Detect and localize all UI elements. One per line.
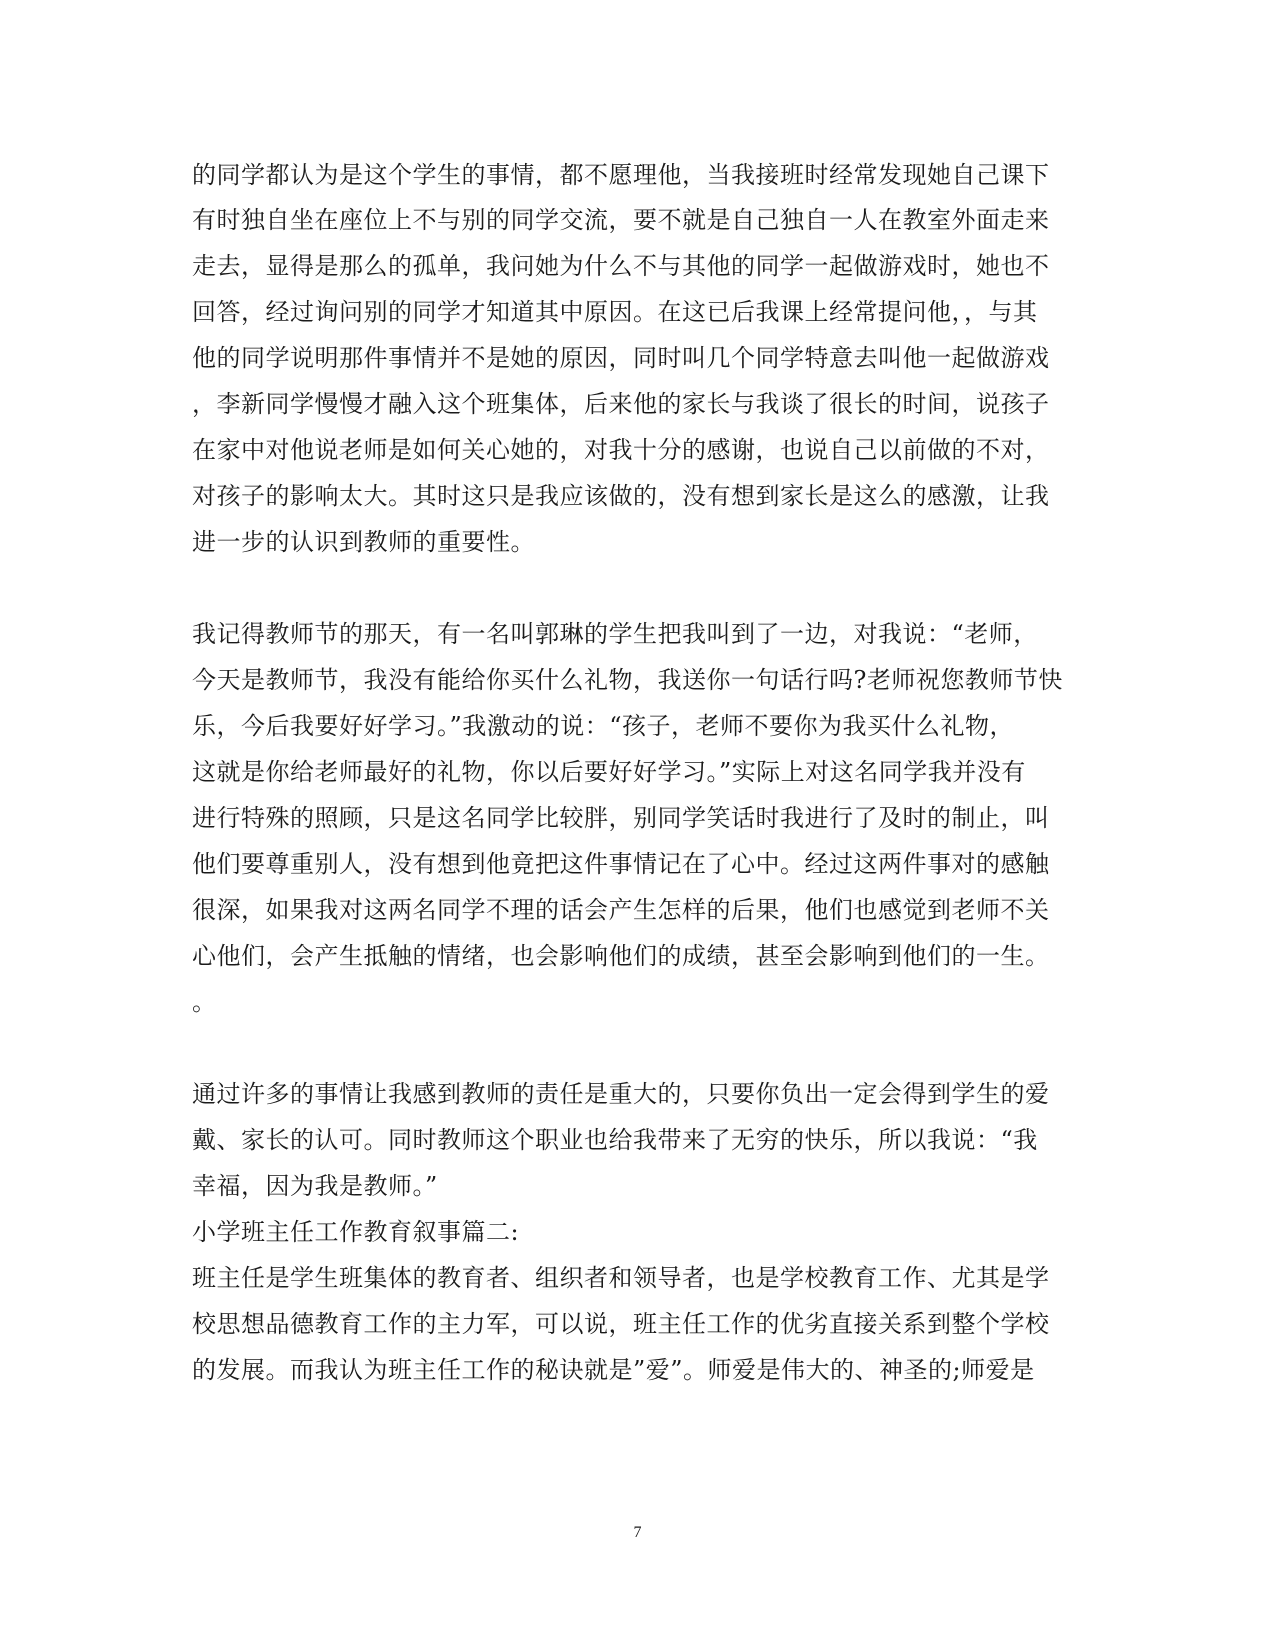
text-line: 对孩子的影响太大。其时这只是我应该做的，没有想到家长是这么的感激，让我 xyxy=(192,482,1050,510)
text-line: 。 xyxy=(192,988,217,1016)
text-line: 进一步的认识到教师的重要性。 xyxy=(192,528,535,556)
text-line: 有时独自坐在座位上不与别的同学交流，要不就是自己独自一人在教室外面走来 xyxy=(192,206,1050,234)
text-line: 心他们，会产生抵触的情绪，也会影响他们的成绩，甚至会影响到他们的一生。 xyxy=(192,942,1050,970)
text-line: 在家中对他说老师是如何关心她的，对我十分的感谢，也说自己以前做的不对， xyxy=(192,436,1050,464)
text-line: 幸福，因为我是教师。” xyxy=(192,1172,438,1200)
text-line: 班主任是学生班集体的教育者、组织者和领导者，也是学校教育工作、尤其是学 xyxy=(192,1264,1050,1292)
text-line: 我记得教师节的那天，有一名叫郭琳的学生把我叫到了一边，对我说：“老师， xyxy=(192,620,1038,648)
text-line: 戴、家长的认可。同时教师这个职业也给我带来了无穷的快乐，所以我说：“我 xyxy=(192,1126,1038,1154)
text-line: 走去，显得是那么的孤单，我问她为什么不与其他的同学一起做游戏时，她也不 xyxy=(192,252,1050,280)
text-line: 他们要尊重别人，没有想到他竟把这件事情记在了心中。经过这两件事对的感触 xyxy=(192,850,1050,878)
text-line: 今天是教师节，我没有能给你买什么礼物，我送你一句话行吗?老师祝您教师节快 xyxy=(192,666,1063,694)
text-line: ，李新同学慢慢才融入这个班集体，后来他的家长与我谈了很长的时间，说孩子 xyxy=(192,390,1050,418)
text-line: 很深，如果我对这两名同学不理的话会产生怎样的后果，他们也感觉到老师不关 xyxy=(192,896,1050,924)
text-line: 的同学都认为是这个学生的事情，都不愿理他，当我接班时经常发现她自己课下 xyxy=(192,161,1050,189)
text-line: 乐，今后我要好好学习。”我激动的说：“孩子，老师不要你为我买什么礼物， xyxy=(192,712,1015,740)
section-heading: 小学班主任工作教育叙事篇二: xyxy=(192,1218,520,1246)
text-line: 他的同学说明那件事情并不是她的原因，同时叫几个同学特意去叫他一起做游戏 xyxy=(192,344,1050,372)
text-line: 这就是你给老师最好的礼物，你以后要好好学习。”实际上对这名同学我并没有 xyxy=(192,758,1026,786)
page-number: 7 xyxy=(633,1524,642,1541)
text-line: 回答，经过询问别的同学才知道其中原因。在这已后我课上经常提问他，，与其 xyxy=(192,298,1038,326)
text-line: 校思想品德教育工作的主力军，可以说，班主任工作的优劣直接关系到整个学校 xyxy=(192,1310,1050,1338)
text-line: 进行特殊的照顾，只是这名同学比较胖，别同学笑话时我进行了及时的制止，叫 xyxy=(192,804,1050,832)
text-line: 通过许多的事情让我感到教师的责任是重大的，只要你负出一定会得到学生的爱 xyxy=(192,1080,1050,1108)
text-line: 的发展。而我认为班主任工作的秘诀就是”爱”。师爱是伟大的、神圣的;师爱是 xyxy=(192,1356,1035,1384)
